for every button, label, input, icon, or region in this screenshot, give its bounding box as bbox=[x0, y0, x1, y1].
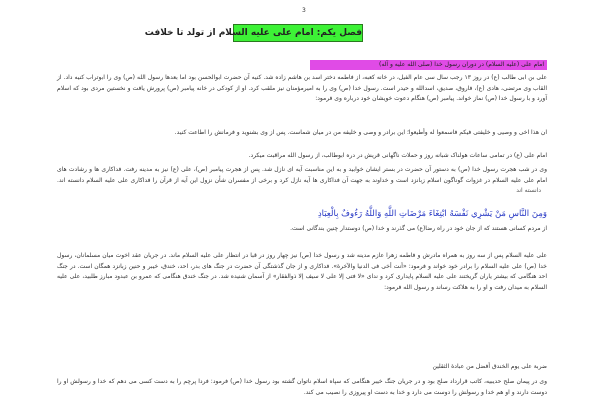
paragraph-hijra-text: وی در شب هجرت رسول خدا (ص) به دستور آن حضرت در بستر ایشان خوابید و به این مناسبت آیه ای نازل شد. پس از هجرت پیامبر (ص)، علی (ع) نیز به مدینه رفت. فداکاری ها و رشادت های امام علی علیه السلام در غزوات گوناگون اسلام زبانزد است و خداوند به جهت آن فداکاری ها آیه نازل کرد و برخی از مفسران شأن نزول این آیه از قرآن را فداکاری علی علیه السلام دانسته اند. bbox=[57, 166, 547, 184]
chapter-title: فصل یکم: امام علی علیه السلام از تولد تا خلافت bbox=[233, 24, 363, 42]
paragraph-battles: علی علیه السلام پس از سه روز به همراه مادرش و فاطمه زهرا عازم مدینه شد و رسول خدا (ص) نیز چهار روز در قبا در انتظار علی علیه السلام ماند. در جریان عقد اخوت میان مسلمانان، رسول خدا (ص) علی علیه السلام را برادر خود خواند و فرمود: «أنت أخی فی الدنیا والآخرة». فداکاری و از جان گذشتگی آن حضرت در جنگ های بدر، احد، خندق، خیبر و حنین زبانزد همگان است. در جنگ احد هنگامی که بیشتر یاران گریختند علی علیه السلام پایداری کرد و ندای «لا فتی إلا علی لا سیف إلا ذوالفقار» از آسمان شنیده شد. در جنگ خندق هنگامی که عمرو بن عبدود مبارز طلبید، علی علیه السلام به میدان رفت و او را به هلاکت رساند و رسول الله فرمود: bbox=[57, 252, 547, 291]
paragraph-hijra-continuation: دانسته اند bbox=[516, 187, 541, 194]
paragraph-birth: علی بن ابی طالب (ع) در روز ۱۳ رجب سال سی عام الفیل، در خانه کعبه، از فاطمه دختر اسد بن هاشم زاده شد. کنیه آن حضرت ابوالحسن بود اما بعدها رسول الله (ص) وی را ابوتراب کنیه داد. از القاب وی مرتضی، هادی (ع)، فاروق، صدیق، اسدالله و حیدر است. رسول خدا (ص) وی را به امیرمؤمنان نیز ملقب کرد. او از کودکی در خانه پیامبر (ص) پرورش یافت و نخستین مردی بود که اسلام آورد و با رسول خدا (ص) نماز خواند. پیامبر (ص) هنگام دعوت خویشان خود درباره وی فرمود: bbox=[57, 74, 548, 102]
paragraph-khaybar: وی در پیمان صلح حدیبیه، کاتب قرارداد صلح بود و در جریان جنگ خیبر هنگامی که سپاه اسلام ناتوان گشته بود رسول خدا (ص) فرمود: فردا پرچم را به دست کسی می دهم که خدا و رسولش او را دوست دارند و او هم خدا و رسولش را دوست می دارد و خدا به دست او پیروزی را نصیب می کند. bbox=[57, 378, 547, 396]
paragraph-hijra bbox=[57, 165, 547, 199]
paragraph-hadith: ان هذا اخی و وصیی و خلیفتی فیکم فاسمعوا له وأطیعوا؛ این برادر و وصی و خلیفه من در میان شماست. پس از وی بشنوید و فرمانش را اطاعت کنید. bbox=[174, 129, 547, 136]
paragraph-khandaq-quote: ضربة علی یوم الخندق أفضل من عبادة الثقلین bbox=[432, 363, 547, 370]
quran-verse: وَمِنَ النَّاسِ مَنْ يَشْرِي نَفْسَهُ ابْتِغَاءَ مَرْضَاتِ اللَّهِ وَاللَّهُ رَءُوفٌ بِالْعِبَادِ bbox=[317, 209, 547, 219]
page-number: 3 bbox=[302, 7, 306, 14]
paragraph-protection: امام علی (ع) در تمامی ساعات هولناک شبانه روز و حملات ناگهانی قریش در دره ابوطالب، از رسول الله مراقبت میکرد. bbox=[248, 152, 547, 159]
paragraph-verse-translation: از مردم کسانی هستند که از جان خود در راه رضا(ع) می گذرند و خدا (ص) دوستدار چنین بندگانی است. bbox=[290, 225, 547, 232]
section-heading: امام علی (علیه السلام) در دوران رسول خدا (صلی الله علیه و آله) bbox=[310, 60, 547, 70]
